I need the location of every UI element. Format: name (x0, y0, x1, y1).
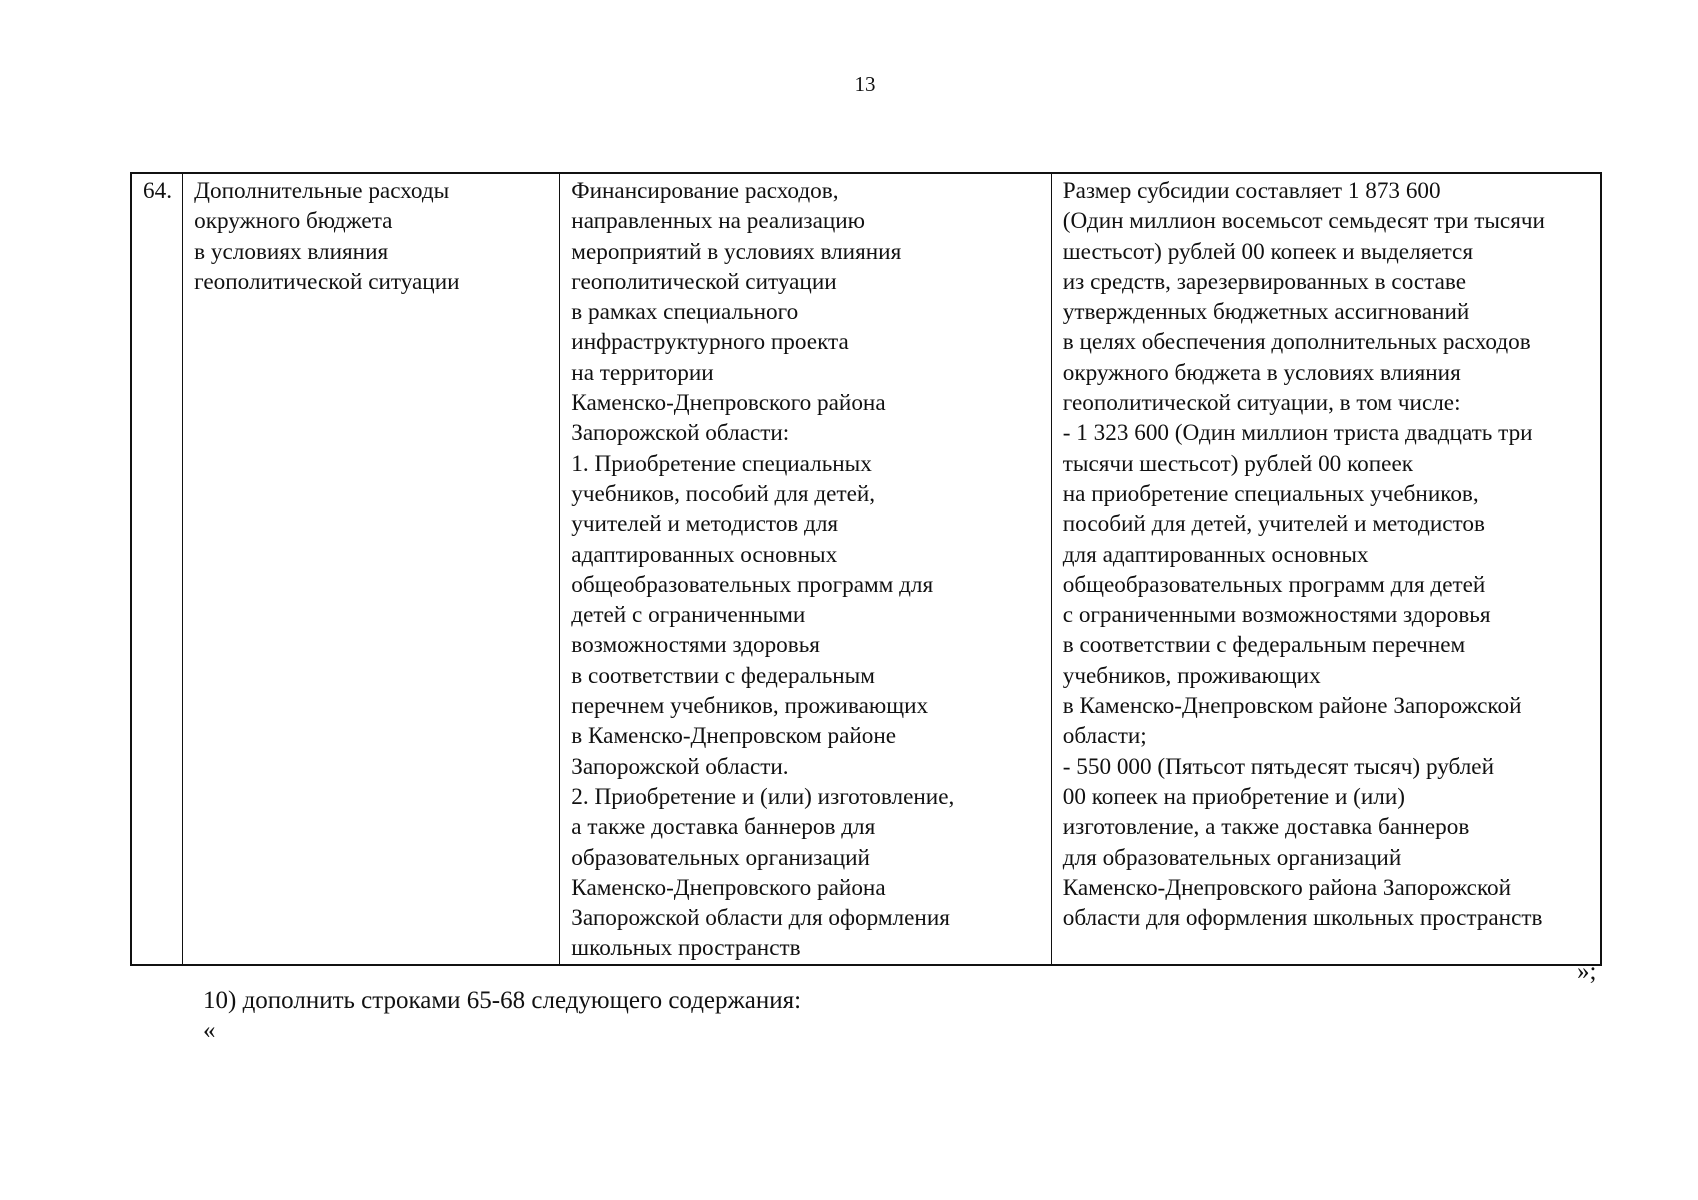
expense-name-text (194, 176, 551, 297)
text-line: Дополнительные расходы (194, 178, 450, 204)
text-line: Каменско-Днепровского района (571, 390, 886, 417)
text-line: для образовательных организаций (1062, 844, 1402, 871)
text-line: геополитической ситуации (194, 268, 460, 295)
text-line: инфраструктурного проекта (571, 329, 849, 356)
amendment-text: 10) дополнить строками 65-68 следующего содержания: (203, 987, 802, 1014)
text-line: в условиях влияния (194, 238, 389, 265)
text-line: тысячи шестьсот) рублей 00 копеек (1062, 450, 1414, 477)
text-line: направленных на реализацию (571, 208, 865, 235)
row-number-cell (131, 173, 183, 965)
closing-quote: »; (1577, 958, 1597, 985)
text-line: возможностями здоровья (571, 632, 820, 659)
text-line: общеобразовательных программ для (571, 571, 934, 598)
text-line: Финансирование расходов, (571, 178, 839, 204)
text-line: на приобретение специальных учебников, (1062, 480, 1479, 507)
text-line: шестьсот) рублей 00 копеек и выделяется (1062, 238, 1473, 265)
text-line: Запорожской области: (571, 420, 790, 447)
text-line: детей с ограниченными (571, 602, 806, 629)
text-line: 1. Приобретение специальных (571, 450, 872, 477)
text-line: (Один миллион восемьсот семьдесят три тысячи (1062, 208, 1545, 235)
text-line: в рамках специального (571, 299, 799, 326)
text-line: в соответствии с федеральным (571, 662, 875, 689)
text-line: в Каменско-Днепровском районе Запорожской (1062, 693, 1522, 720)
text-line: мероприятий в условиях влияния (571, 238, 902, 265)
text-line: Запорожской области. (571, 753, 789, 780)
description-text (571, 176, 1042, 964)
text-line: для адаптированных основных (1062, 541, 1369, 568)
text-line: области для оформления школьных пространств (1062, 905, 1543, 932)
text-line: - 1 323 600 (Один миллион триста двадцать три (1062, 420, 1533, 447)
page-number: 13 (854, 72, 876, 96)
text-line: с ограниченными возможностями здоровья (1062, 602, 1491, 629)
text-line: утвержденных бюджетных ассигнований (1062, 299, 1470, 326)
text-line: в целях обеспечения дополнительных расходов (1062, 329, 1531, 356)
text-line: геополитической ситуации (571, 268, 837, 295)
budget-table (130, 172, 1602, 966)
text-line: окружного бюджета в условиях влияния (1062, 359, 1461, 386)
description-cell (560, 173, 1051, 965)
text-line: 00 копеек на приобретение и (или) (1062, 783, 1406, 810)
text-line: школьных пространств (571, 935, 801, 962)
text-line: перечнем учебников, проживающих (571, 693, 929, 720)
text-line: учебников, пособий для детей, (571, 480, 876, 507)
note-cell (1051, 173, 1601, 965)
text-line: окружного бюджета (194, 208, 393, 235)
text-line: образовательных организаций (571, 844, 870, 871)
note-text (1063, 176, 1592, 933)
text-line: учителей и методистов для (571, 511, 839, 538)
text-line: на территории (571, 359, 714, 386)
text-line: в соответствии с федеральным перечнем (1062, 632, 1466, 659)
text-line: Каменско-Днепровского района (571, 874, 886, 901)
text-line: - 550 000 (Пятьсот пятьдесят тысяч) рублей (1062, 753, 1495, 780)
text-line: из средств, зарезервированных в составе (1062, 268, 1466, 295)
text-line: общеобразовательных программ для детей (1062, 571, 1486, 598)
text-line: геополитической ситуации, в том числе: (1062, 390, 1461, 417)
expense-name-cell (183, 173, 560, 965)
text-line: 2. Приобретение и (или) изготовление, (571, 783, 955, 810)
text-line: пособий для детей, учителей и методистов (1062, 511, 1485, 538)
text-line: а также доставка баннеров для (571, 814, 876, 841)
text-line: Запорожской области для оформления (571, 905, 950, 932)
text-line: Каменско-Днепровского района Запорожской (1062, 874, 1512, 901)
text-line: учебников, проживающих (1062, 662, 1321, 689)
text-line: изготовление, а также доставка баннеров (1062, 814, 1470, 841)
text-line: в Каменско-Днепровском районе (571, 723, 897, 750)
text-line: адаптированных основных (571, 541, 838, 568)
text-line: Размер субсидии составляет 1 873 600 (1062, 178, 1441, 204)
text-line: области; (1062, 723, 1147, 750)
row-number: 64. (143, 178, 172, 204)
opening-quote: « (203, 1017, 216, 1044)
table-row (131, 173, 1601, 965)
